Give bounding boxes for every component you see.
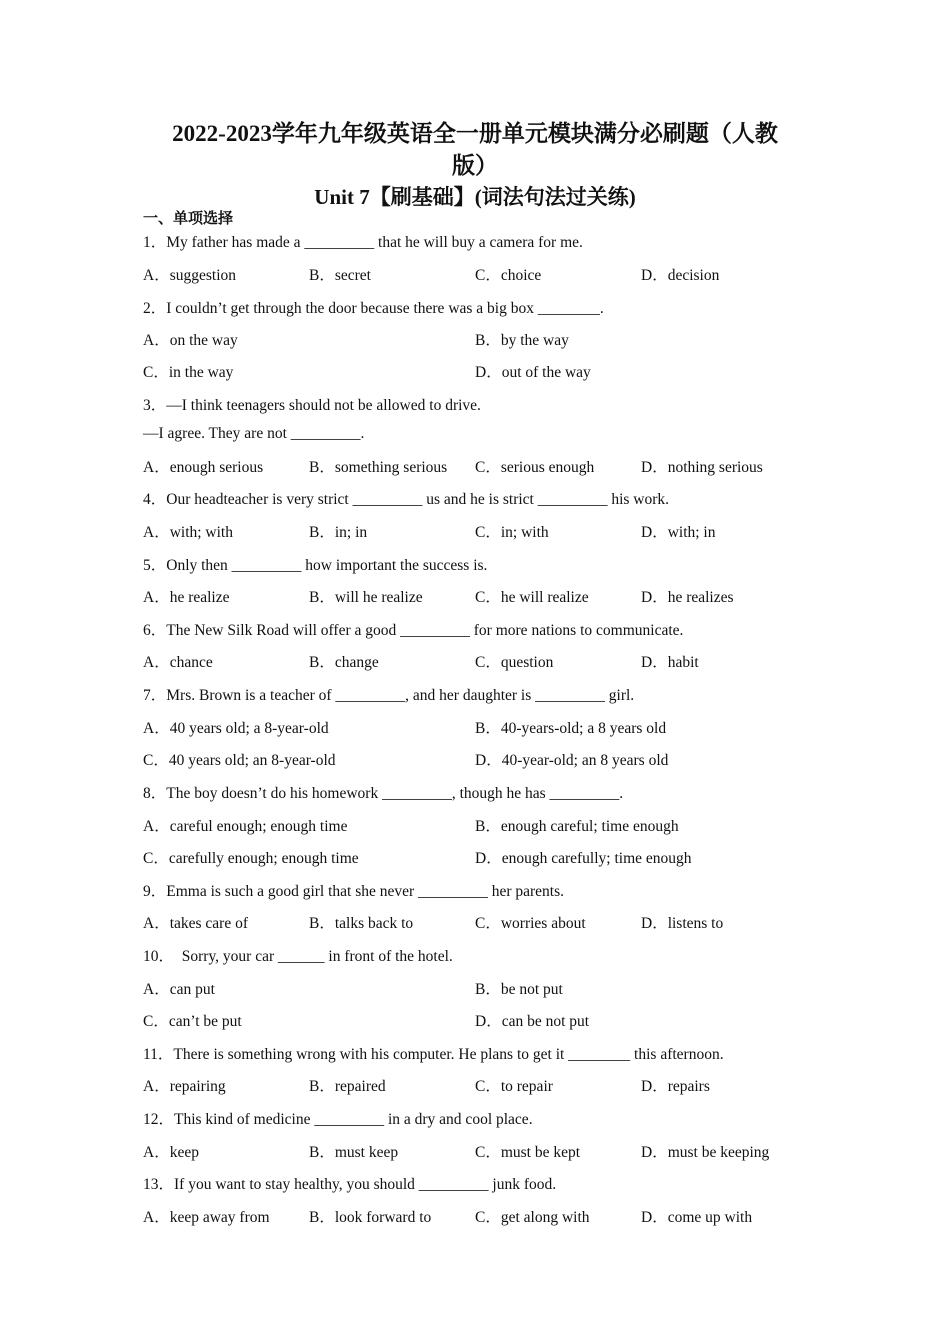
options-row	[143, 360, 823, 382]
option-d[interactable]: D．decision	[641, 267, 720, 284]
options-row	[143, 911, 823, 933]
option-b[interactable]: B．something serious	[309, 459, 448, 476]
question-stem: 7．Mrs. Brown is a teacher of _________, and her daughter is _________ girl.	[143, 687, 635, 704]
options-row	[143, 1009, 823, 1031]
option-a[interactable]: A．keep away from	[143, 1209, 270, 1226]
option-b[interactable]: B．40-years-old; a 8 years old	[475, 720, 667, 737]
option-a[interactable]: A．takes care of	[143, 915, 249, 932]
question-stem: 2．I couldn’t get through the door because there was a big box ________.	[143, 300, 604, 317]
option-b[interactable]: B．change	[309, 654, 379, 671]
question-stem: 1．My father has made a _________ that he will buy a camera for me.	[143, 234, 583, 251]
option-d[interactable]: D．nothing serious	[641, 459, 763, 476]
question-stem: 4．Our headteacher is very strict _________ us and he is strict _________ his work.	[143, 491, 670, 508]
option-b[interactable]: B．be not put	[475, 981, 563, 998]
option-b[interactable]: B．look forward to	[309, 1209, 432, 1226]
question-stem: 3．—I think teenagers should not be allowed to drive.	[143, 397, 481, 414]
option-d[interactable]: D．out of the way	[475, 364, 591, 381]
question-stem: 6．The New Silk Road will offer a good _________ for more nations to communicate.	[143, 622, 684, 639]
options-row	[143, 846, 823, 868]
options-row	[143, 650, 823, 672]
option-d[interactable]: D．repairs	[641, 1078, 710, 1095]
section-heading: 一、单项选择	[143, 211, 234, 227]
question-stem: 10． Sorry, your car ______ in front of the hotel.	[143, 948, 453, 965]
option-b[interactable]: B．repaired	[309, 1078, 386, 1095]
option-c[interactable]: C．can’t be put	[143, 1013, 242, 1030]
option-d[interactable]: D．can be not put	[475, 1013, 590, 1030]
option-a[interactable]: A．careful enough; enough time	[143, 818, 348, 835]
option-d[interactable]: D．must be keeping	[641, 1144, 770, 1161]
option-a[interactable]: A．repairing	[143, 1078, 226, 1095]
question-stem-continued: —I agree. They are not _________.	[143, 425, 365, 442]
option-c[interactable]: C．40 years old; an 8-year-old	[143, 752, 336, 769]
option-c[interactable]: C．question	[475, 654, 554, 671]
option-d[interactable]: D．habit	[641, 654, 699, 671]
option-d[interactable]: D．come up with	[641, 1209, 753, 1226]
option-c[interactable]: C．must be kept	[475, 1144, 581, 1161]
option-a[interactable]: A．40 years old; a 8-year-old	[143, 720, 329, 737]
question-stem: 8．The boy doesn’t do his homework _________, though he has _________.	[143, 785, 624, 802]
options-row	[143, 585, 823, 607]
option-a[interactable]: A．keep	[143, 1144, 199, 1161]
option-a[interactable]: A．on the way	[143, 332, 238, 349]
option-c[interactable]: C．choice	[475, 267, 542, 284]
options-row	[143, 748, 823, 770]
options-row	[143, 1205, 823, 1227]
question-stem: 11．There is something wrong with his computer. He plans to get it ________ this afternoon.	[143, 1046, 724, 1063]
question-stem: 5．Only then _________ how important the success is.	[143, 557, 488, 574]
options-row	[143, 263, 823, 285]
option-a[interactable]: A．suggestion	[143, 267, 237, 284]
options-row	[143, 328, 823, 350]
question-stem: 9．Emma is such a good girl that she never _________ her parents.	[143, 883, 564, 900]
options-row	[143, 455, 823, 477]
option-d[interactable]: D．40-year-old; an 8 years old	[475, 752, 669, 769]
option-c[interactable]: C．get along with	[475, 1209, 590, 1226]
option-c[interactable]: C．serious enough	[475, 459, 595, 476]
options-row	[143, 520, 823, 542]
options-row	[143, 977, 823, 999]
option-d[interactable]: D．enough carefully; time enough	[475, 850, 692, 867]
option-d[interactable]: D．listens to	[641, 915, 724, 932]
document-subtitle: Unit 7【刷基础】(词法句法过关练)	[314, 185, 636, 209]
option-a[interactable]: A．can put	[143, 981, 215, 998]
option-b[interactable]: B．talks back to	[309, 915, 414, 932]
option-b[interactable]: B．by the way	[475, 332, 569, 349]
option-b[interactable]: B．must keep	[309, 1144, 399, 1161]
option-d[interactable]: D．with; in	[641, 524, 716, 541]
option-a[interactable]: A．he realize	[143, 589, 230, 606]
options-row	[143, 1074, 823, 1096]
option-c[interactable]: C．in; with	[475, 524, 549, 541]
option-d[interactable]: D．he realizes	[641, 589, 734, 606]
option-c[interactable]: C．he will realize	[475, 589, 589, 606]
options-row	[143, 814, 823, 836]
option-a[interactable]: A．enough serious	[143, 459, 264, 476]
title-line-1: 2022-2023学年九年级英语全一册单元模块满分必刷题（人教	[172, 121, 778, 146]
option-b[interactable]: B．secret	[309, 267, 371, 284]
option-a[interactable]: A．with; with	[143, 524, 233, 541]
option-b[interactable]: B．enough careful; time enough	[475, 818, 679, 835]
option-c[interactable]: C．in the way	[143, 364, 234, 381]
option-c[interactable]: C．to repair	[475, 1078, 553, 1095]
options-row	[143, 1140, 823, 1162]
question-stem: 13．If you want to stay healthy, you should _________ junk food.	[143, 1176, 557, 1193]
option-c[interactable]: C．carefully enough; enough time	[143, 850, 359, 867]
document-title	[140, 118, 810, 182]
options-row	[143, 716, 823, 738]
option-b[interactable]: B．will he realize	[309, 589, 423, 606]
option-a[interactable]: A．chance	[143, 654, 213, 671]
option-c[interactable]: C．worries about	[475, 915, 586, 932]
option-b[interactable]: B．in; in	[309, 524, 368, 541]
question-stem: 12．This kind of medicine _________ in a dry and cool place.	[143, 1111, 533, 1128]
title-line-1b: 版）	[452, 153, 498, 178]
